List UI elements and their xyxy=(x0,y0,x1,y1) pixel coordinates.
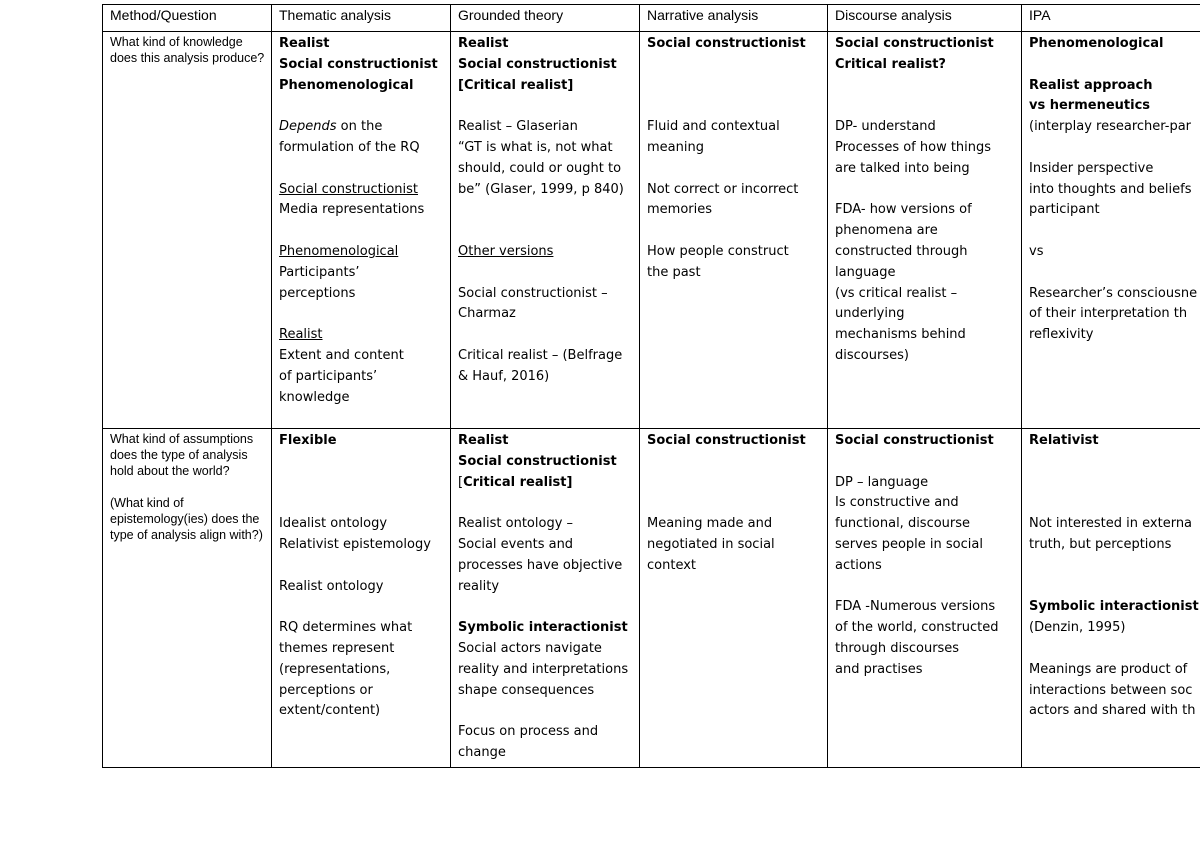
blank-line xyxy=(279,96,444,117)
blank-line xyxy=(279,221,444,242)
text-run: Realist xyxy=(458,36,509,51)
header-ipa: IPA xyxy=(1022,5,1200,32)
blank-line xyxy=(1029,55,1200,76)
text-run: vs hermeneutics xyxy=(1029,98,1151,114)
cell-text-line xyxy=(110,34,265,66)
cell-thematic-analysis xyxy=(272,429,451,768)
cell-text-line xyxy=(458,452,633,473)
text-run: shape consequences xyxy=(458,682,595,698)
text-run: participant xyxy=(1029,202,1100,218)
text-run: Other versions xyxy=(458,243,554,259)
text-run: negotiated in social xyxy=(647,536,775,552)
text-run: into thoughts and beliefs xyxy=(1029,181,1192,197)
text-run: change xyxy=(458,744,506,760)
cell-text-line xyxy=(647,514,821,535)
cell-ipa xyxy=(1022,429,1200,768)
text-run: FDA- how versions of xyxy=(835,202,972,218)
blank-line xyxy=(279,597,444,618)
text-run: Social constructionist xyxy=(647,36,806,51)
text-run: What kind of knowledge does this analysis produce? xyxy=(110,35,265,65)
text-run: reflexivity xyxy=(1029,327,1094,343)
text-run: Realist xyxy=(279,36,330,51)
text-run: Charmaz xyxy=(458,306,516,322)
text-run: underlying xyxy=(835,306,905,322)
blank-line xyxy=(835,577,1015,598)
text-run: Not correct or incorrect xyxy=(647,181,799,197)
cell-text-line xyxy=(1029,304,1200,325)
text-run: functional, discourse xyxy=(835,516,971,532)
text-run: Media representations xyxy=(279,202,425,218)
cell-thematic-analysis xyxy=(272,32,451,429)
blank-line xyxy=(835,76,1015,97)
cell-text-line xyxy=(458,159,633,180)
cell-text-line xyxy=(1029,96,1200,117)
text-run: on the xyxy=(336,119,383,135)
blank-line xyxy=(1029,138,1200,159)
text-run: reality and interpretations xyxy=(458,661,629,677)
text-run: & Hauf, 2016) xyxy=(458,368,550,384)
text-run: FDA -Numerous versions xyxy=(835,599,996,615)
text-run: Phenomenological xyxy=(279,77,414,93)
cell-discourse-analysis xyxy=(828,429,1022,768)
text-run: Social constructionist xyxy=(835,433,994,448)
cell-discourse-analysis xyxy=(828,32,1022,429)
cell-text-line xyxy=(458,639,633,660)
blank-line xyxy=(1029,556,1200,577)
cell-text-line xyxy=(279,263,444,284)
cell-text-line xyxy=(835,325,1015,346)
blank-line xyxy=(647,159,821,180)
text-run: constructed through xyxy=(835,243,968,259)
cell-text-line xyxy=(647,34,821,55)
text-run: are talked into being xyxy=(835,160,970,176)
cell-text-line xyxy=(835,304,1015,325)
text-run: (vs critical realist – xyxy=(835,285,958,301)
text-run: context xyxy=(647,557,696,573)
cell-text-line xyxy=(279,76,444,97)
header-row xyxy=(103,5,1200,32)
cell-text-line xyxy=(835,473,1015,494)
cell-text-line xyxy=(835,284,1015,305)
question-cell xyxy=(103,32,272,429)
cell-text-line xyxy=(835,660,1015,681)
cell-text-line xyxy=(835,556,1015,577)
cell-text-line xyxy=(1029,701,1200,722)
blank-line xyxy=(458,325,633,346)
text-run: language xyxy=(835,264,896,280)
text-run: Symbolic interactionist xyxy=(458,620,628,636)
cell-text-line xyxy=(1029,200,1200,221)
blank-line xyxy=(279,556,444,577)
text-run: interactions between soc xyxy=(1029,682,1193,698)
text-run: Social constructionist xyxy=(458,56,617,72)
cell-grounded-theory xyxy=(451,32,640,429)
text-run: Social constructionist xyxy=(458,453,617,469)
cell-text-line xyxy=(835,117,1015,138)
text-run: Social constructionist xyxy=(279,56,438,72)
cell-text-line xyxy=(279,200,444,221)
blank-line xyxy=(1029,452,1200,473)
cell-text-line xyxy=(279,388,444,409)
text-run: truth, but perceptions xyxy=(1029,536,1172,552)
text-run: Social constructionist xyxy=(647,433,806,448)
blank-line xyxy=(458,701,633,722)
cell-text-line xyxy=(279,325,444,346)
blank-line xyxy=(279,452,444,473)
blank-line xyxy=(458,200,633,221)
text-run: Extent and content xyxy=(279,347,404,363)
text-run: Meaning made and xyxy=(647,516,773,532)
cell-text-line xyxy=(835,346,1015,367)
text-run: Social constructionist xyxy=(835,36,994,51)
cell-text-line xyxy=(458,681,633,702)
cell-text-line xyxy=(458,722,633,743)
text-run: reality xyxy=(458,578,500,594)
cell-grounded-theory xyxy=(451,429,640,768)
cell-text-line xyxy=(458,556,633,577)
text-run: (What kind of epistemology(ies) does the type of analysis align with?) xyxy=(110,496,263,542)
text-run: Processes of how things xyxy=(835,139,992,155)
cell-text-line xyxy=(110,495,265,543)
blank-line xyxy=(1029,493,1200,514)
text-run: of the world, constructed xyxy=(835,620,999,636)
text-run: Social actors navigate xyxy=(458,640,602,656)
blank-line xyxy=(647,452,821,473)
text-run: knowledge xyxy=(279,389,350,405)
blank-line xyxy=(279,473,444,494)
text-run: How people construct xyxy=(647,243,789,259)
cell-text-line xyxy=(458,180,633,201)
blank-line xyxy=(110,479,265,495)
blank-line xyxy=(835,180,1015,201)
text-run: should, could or ought to xyxy=(458,160,622,176)
cell-text-line xyxy=(458,367,633,388)
text-run: RQ determines what xyxy=(279,620,413,636)
text-run: Insider perspective xyxy=(1029,160,1154,176)
text-run: be” (Glaser, 1999, p 840) xyxy=(458,181,624,197)
header-thematic-analysis: Thematic analysis xyxy=(272,5,451,32)
cell-text-line xyxy=(279,284,444,305)
text-run: Flexible xyxy=(279,433,337,448)
text-run: actions xyxy=(835,557,882,573)
text-run: formulation of the RQ xyxy=(279,139,420,155)
cell-text-line xyxy=(279,367,444,388)
text-run: Idealist ontology xyxy=(279,516,388,532)
text-run: Social events and xyxy=(458,536,574,552)
text-run: Critical realist – (Belfrage xyxy=(458,347,623,363)
text-run: Phenomenological xyxy=(1029,36,1164,51)
cell-text-line xyxy=(647,556,821,577)
cell-text-line xyxy=(458,431,633,452)
cell-text-line xyxy=(1029,34,1200,55)
cell-text-line xyxy=(458,284,633,305)
cell-text-line xyxy=(647,117,821,138)
cell-narrative-analysis xyxy=(640,429,828,768)
cell-text-line xyxy=(458,76,633,97)
text-run: Symbolic interactionist xyxy=(1029,599,1199,615)
text-run: processes have objective xyxy=(458,557,623,573)
text-run: Participants’ xyxy=(279,264,360,280)
cell-text-line xyxy=(279,701,444,722)
cell-text-line xyxy=(279,577,444,598)
blank-line xyxy=(1029,263,1200,284)
text-run: discourses) xyxy=(835,347,909,363)
text-run: actors and shared with th xyxy=(1029,703,1196,719)
cell-text-line xyxy=(279,639,444,660)
cell-text-line xyxy=(835,200,1015,221)
cell-text-line xyxy=(647,535,821,556)
cell-text-line xyxy=(458,660,633,681)
text-run: Meanings are product of xyxy=(1029,661,1188,677)
text-run: Critical realist] xyxy=(463,474,573,490)
text-run: (representations, xyxy=(279,661,391,677)
text-run: and practises xyxy=(835,661,923,677)
cell-text-line xyxy=(835,514,1015,535)
table-row-assumptions xyxy=(103,429,1200,768)
text-run: Not interested in externa xyxy=(1029,516,1193,532)
text-run: “GT is what is, not what xyxy=(458,139,613,155)
blank-line xyxy=(647,96,821,117)
cell-text-line xyxy=(1029,618,1200,639)
text-run: What kind of assumptions does the type of analysis hold about the world? xyxy=(110,432,254,478)
cell-text-line xyxy=(1029,180,1200,201)
cell-text-line xyxy=(458,34,633,55)
blank-line xyxy=(458,263,633,284)
text-run: of their interpretation th xyxy=(1029,306,1188,322)
blank-line xyxy=(647,493,821,514)
text-run: Depends xyxy=(279,119,337,135)
question-cell xyxy=(103,429,272,768)
text-run: through discourses xyxy=(835,640,960,656)
cell-text-line xyxy=(835,242,1015,263)
cell-text-line xyxy=(279,34,444,55)
cell-text-line xyxy=(279,117,444,138)
cell-text-line xyxy=(110,431,265,479)
text-run: Relativist xyxy=(1029,433,1099,448)
cell-text-line xyxy=(647,263,821,284)
cell-text-line xyxy=(279,346,444,367)
text-run: themes represent xyxy=(279,640,395,656)
blank-line xyxy=(458,493,633,514)
text-run: DP- understand xyxy=(835,119,936,135)
cell-text-line xyxy=(1029,242,1200,263)
text-run: meaning xyxy=(647,139,704,155)
cell-text-line xyxy=(835,535,1015,556)
cell-text-line xyxy=(279,660,444,681)
cell-text-line xyxy=(1029,76,1200,97)
text-run: Researcher’s consciousne xyxy=(1029,285,1198,301)
text-run: of participants’ xyxy=(279,368,378,384)
cell-text-line xyxy=(458,304,633,325)
cell-text-line xyxy=(1029,284,1200,305)
cell-text-line xyxy=(279,514,444,535)
text-run: phenomena are xyxy=(835,223,938,239)
text-run: extent/content) xyxy=(279,703,381,719)
cell-text-line xyxy=(458,473,633,494)
blank-line xyxy=(279,159,444,180)
cell-text-line xyxy=(1029,159,1200,180)
cell-text-line xyxy=(647,431,821,452)
blank-line xyxy=(458,221,633,242)
cell-text-line xyxy=(279,55,444,76)
cell-text-line xyxy=(835,639,1015,660)
cell-text-line xyxy=(835,159,1015,180)
blank-line xyxy=(647,473,821,494)
cell-text-line xyxy=(279,681,444,702)
text-run: Is constructive and xyxy=(835,495,959,511)
blank-line xyxy=(647,221,821,242)
text-run: [Critical realist] xyxy=(458,77,574,93)
blank-line xyxy=(1029,577,1200,598)
text-run: Realist – Glaserian xyxy=(458,119,578,135)
cell-text-line xyxy=(835,55,1015,76)
text-run: mechanisms behind xyxy=(835,327,966,343)
cell-text-line xyxy=(835,597,1015,618)
header-grounded-theory: Grounded theory xyxy=(451,5,640,32)
cell-narrative-analysis xyxy=(640,32,828,429)
cell-text-line xyxy=(279,180,444,201)
cell-text-line xyxy=(1029,325,1200,346)
text-run: Focus on process and xyxy=(458,724,599,740)
text-run: serves people in social xyxy=(835,536,983,552)
cell-text-line xyxy=(647,200,821,221)
cell-text-line xyxy=(1029,535,1200,556)
header-discourse-analysis: Discourse analysis xyxy=(828,5,1022,32)
text-run: Social constructionist xyxy=(279,181,419,197)
blank-line xyxy=(835,452,1015,473)
cell-text-line xyxy=(1029,660,1200,681)
blank-line xyxy=(835,96,1015,117)
cell-text-line xyxy=(835,34,1015,55)
text-run: the past xyxy=(647,264,701,280)
blank-line xyxy=(458,96,633,117)
cell-text-line xyxy=(458,514,633,535)
cell-text-line xyxy=(279,535,444,556)
text-run: Realist approach xyxy=(1029,77,1153,93)
text-run: Relativist epistemology xyxy=(279,536,431,552)
cell-text-line xyxy=(1029,431,1200,452)
text-run: (interplay researcher-par xyxy=(1029,119,1192,135)
cell-text-line xyxy=(458,535,633,556)
text-run: perceptions xyxy=(279,285,356,301)
cell-text-line xyxy=(279,431,444,452)
header-narrative-analysis: Narrative analysis xyxy=(640,5,828,32)
text-run: Realist ontology – xyxy=(458,516,574,532)
cell-text-line xyxy=(835,431,1015,452)
text-run: DP – language xyxy=(835,474,929,490)
blank-line xyxy=(647,55,821,76)
text-run: vs xyxy=(1029,243,1044,259)
blank-line xyxy=(458,597,633,618)
text-run: Critical realist? xyxy=(835,56,946,72)
cell-text-line xyxy=(647,180,821,201)
cell-text-line xyxy=(279,138,444,159)
cell-text-line xyxy=(1029,117,1200,138)
cell-text-line xyxy=(1029,681,1200,702)
cell-text-line xyxy=(835,493,1015,514)
text-run: Realist ontology xyxy=(279,578,384,594)
cell-text-line xyxy=(1029,597,1200,618)
cell-text-line xyxy=(458,618,633,639)
blank-line xyxy=(1029,221,1200,242)
cell-text-line xyxy=(835,138,1015,159)
cell-text-line xyxy=(458,577,633,598)
cell-text-line xyxy=(647,242,821,263)
blank-line xyxy=(1029,639,1200,660)
cell-text-line xyxy=(835,618,1015,639)
cell-text-line xyxy=(279,618,444,639)
text-run: (Denzin, 1995) xyxy=(1029,620,1126,636)
cell-text-line xyxy=(458,743,633,764)
cell-text-line xyxy=(458,117,633,138)
blank-line xyxy=(279,493,444,514)
blank-line xyxy=(647,76,821,97)
cell-ipa xyxy=(1022,32,1200,429)
cell-text-line xyxy=(458,242,633,263)
cell-text-line xyxy=(458,346,633,367)
cell-text-line xyxy=(458,55,633,76)
text-run: Social constructionist – xyxy=(458,285,608,301)
text-run: Fluid and contextual xyxy=(647,119,780,135)
table-row-knowledge xyxy=(103,32,1200,429)
text-run: perceptions or xyxy=(279,682,373,698)
blank-line xyxy=(1029,473,1200,494)
header-method-question: Method/Question xyxy=(103,5,272,32)
cell-text-line xyxy=(279,242,444,263)
text-run: memories xyxy=(647,202,713,218)
text-run: Realist xyxy=(458,433,509,448)
cell-text-line xyxy=(1029,514,1200,535)
text-run: Phenomenological xyxy=(279,243,399,259)
cell-text-line xyxy=(835,263,1015,284)
cell-text-line xyxy=(458,138,633,159)
comparison-table xyxy=(102,4,1200,768)
text-run: Realist xyxy=(279,327,323,343)
cell-text-line xyxy=(835,221,1015,242)
text-run: [ xyxy=(458,474,464,490)
cell-text-line xyxy=(647,138,821,159)
blank-line xyxy=(279,304,444,325)
